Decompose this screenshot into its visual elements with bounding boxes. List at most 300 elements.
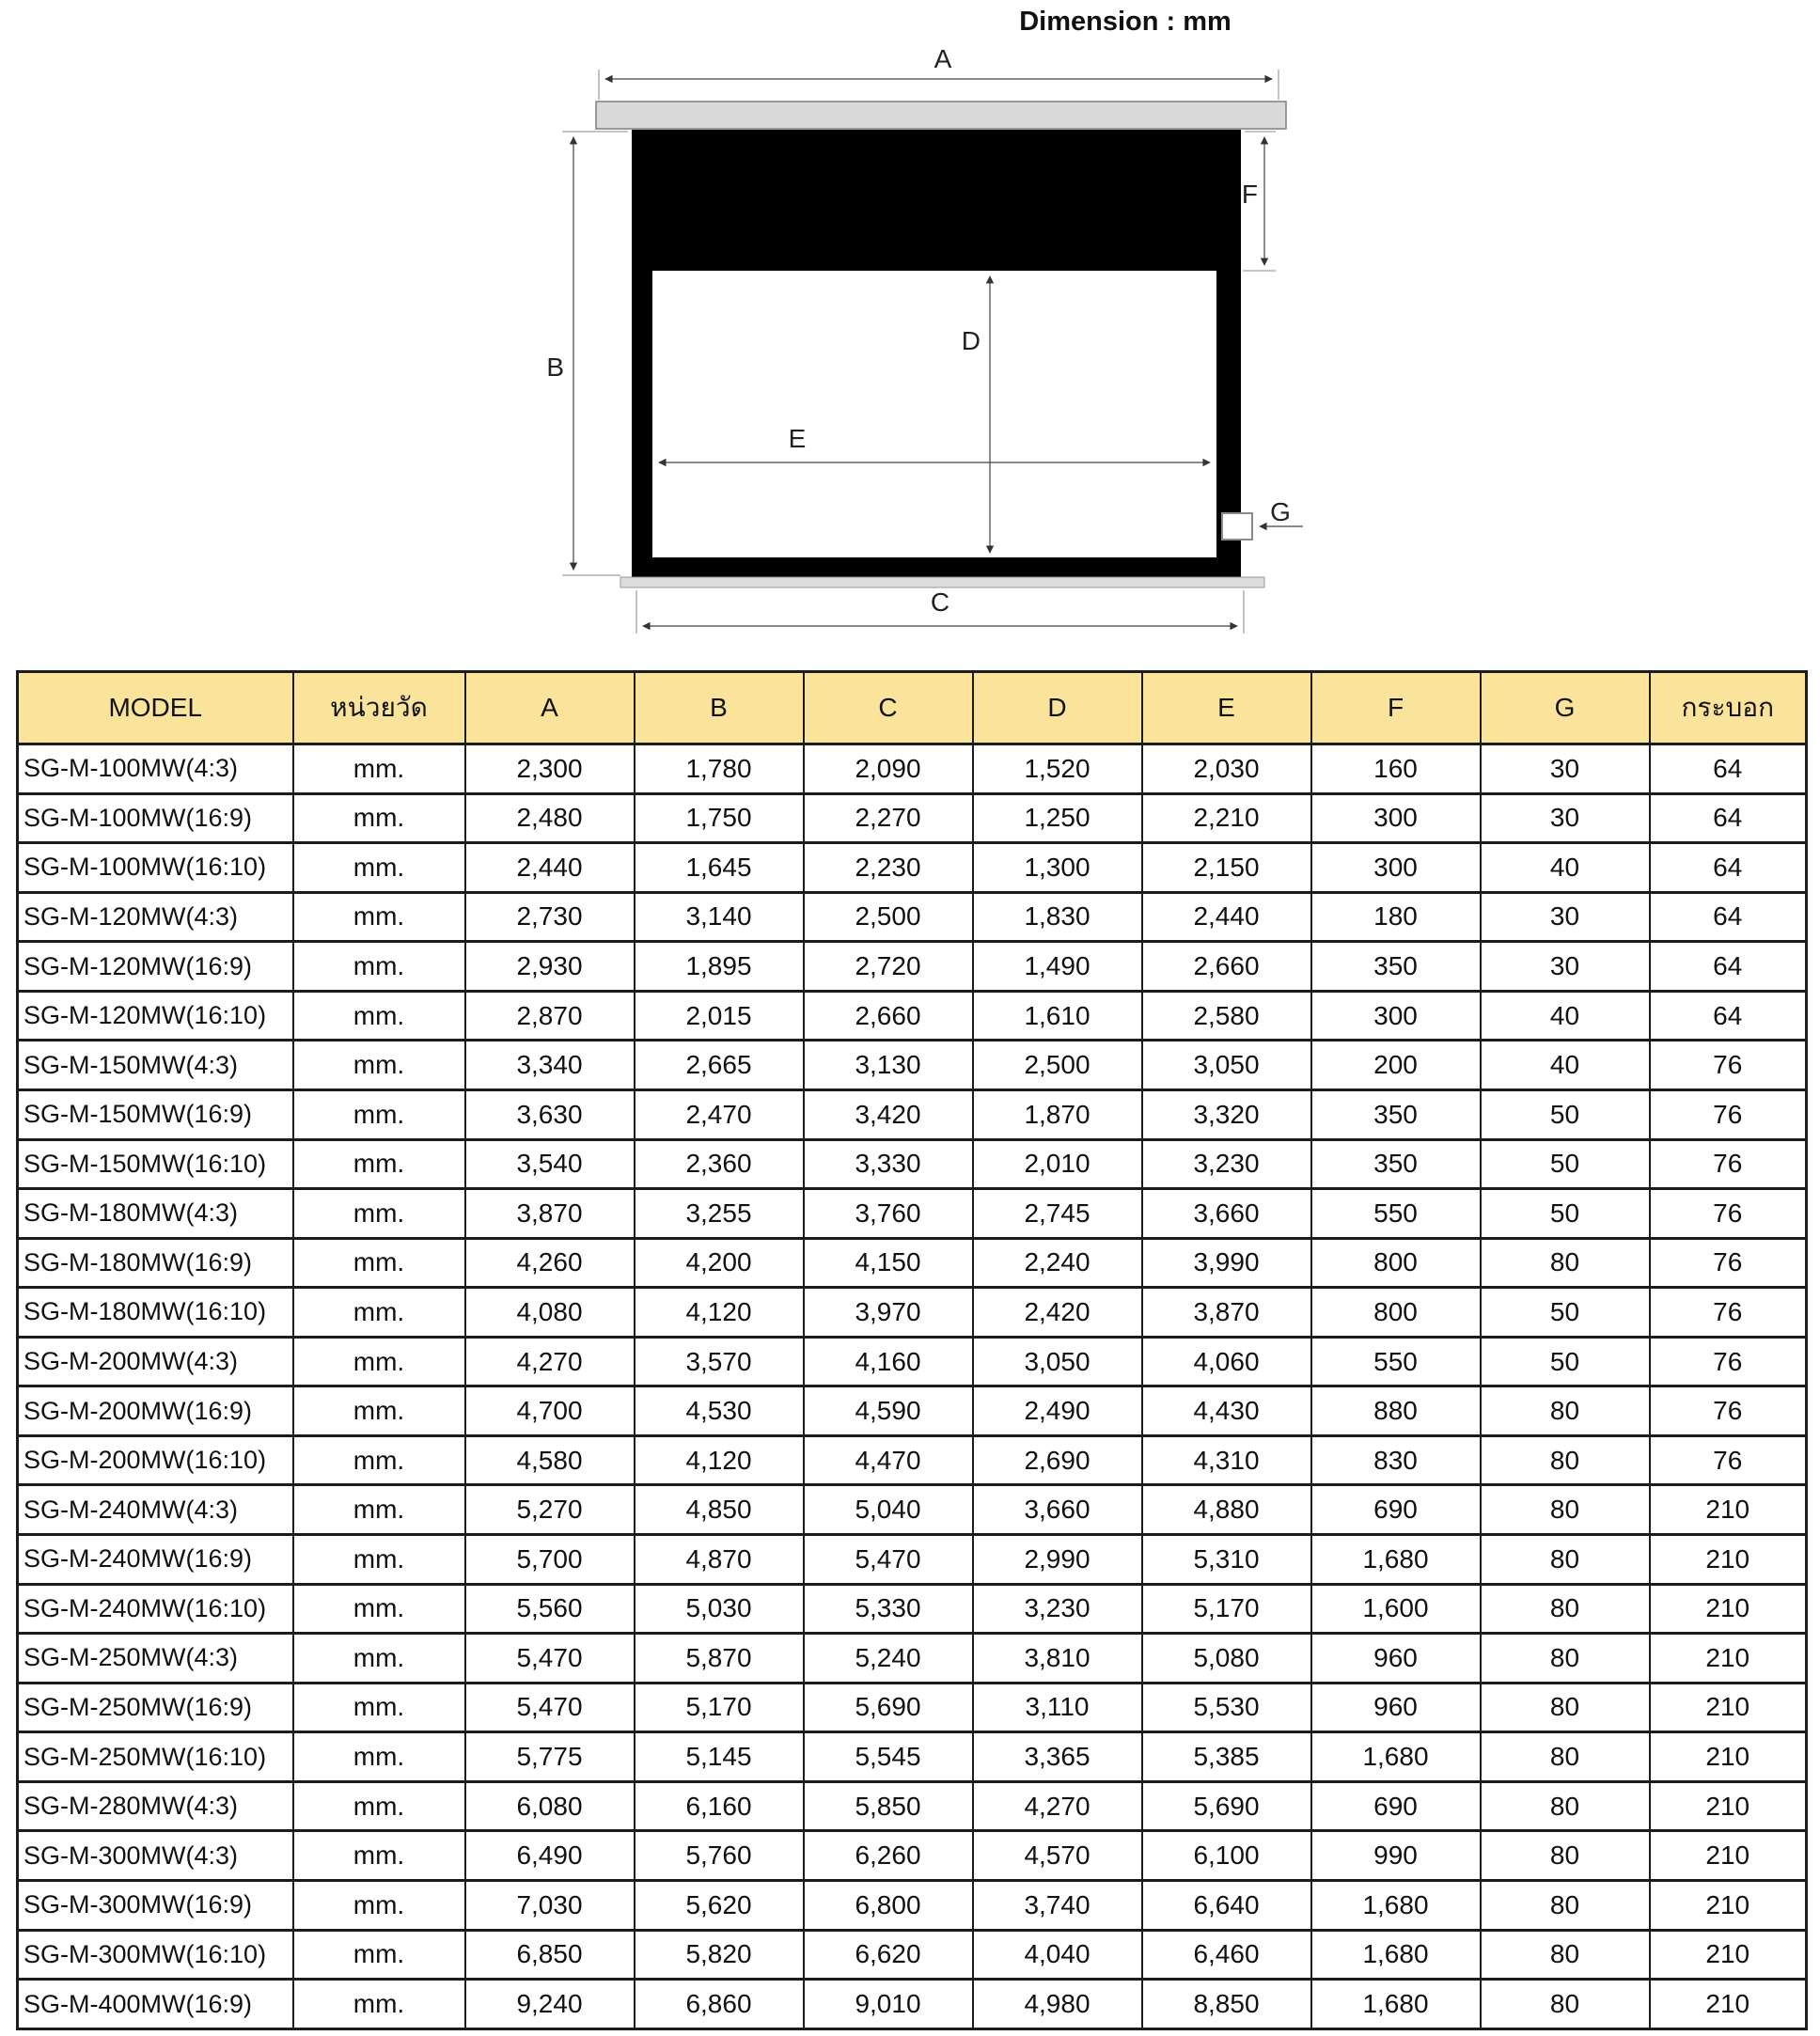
value-cell: 6,260 [804, 1831, 973, 1881]
value-cell: 4,530 [635, 1386, 804, 1436]
value-cell: 4,850 [635, 1485, 804, 1535]
table-row [18, 843, 1807, 893]
value-cell: 5,170 [635, 1683, 804, 1732]
value-cell: 80 [1481, 1238, 1650, 1288]
dim-b-label: B [546, 352, 564, 382]
value-cell: 80 [1481, 1683, 1650, 1732]
model-cell: SG-M-240MW(16:10) [18, 1584, 293, 1634]
value-cell: 5,620 [635, 1880, 804, 1930]
value-cell: mm. [293, 1189, 465, 1239]
model-cell: SG-M-100MW(4:3) [18, 744, 293, 794]
value-cell: mm. [293, 1930, 465, 1980]
value-cell: 30 [1481, 744, 1650, 794]
value-cell: 550 [1311, 1189, 1481, 1239]
value-cell: 3,760 [804, 1189, 973, 1239]
value-cell: 50 [1481, 1288, 1650, 1338]
value-cell: mm. [293, 843, 465, 893]
header-cell-4: C [804, 672, 973, 744]
value-cell: 5,170 [1142, 1584, 1311, 1634]
value-cell: 2,745 [973, 1189, 1142, 1239]
model-cell: SG-M-120MW(16:9) [18, 942, 293, 992]
value-cell: mm. [293, 1288, 465, 1338]
dimension-unit-label: Dimension : mm [1019, 7, 1232, 37]
value-cell: mm. [293, 1732, 465, 1782]
value-cell: 76 [1650, 1435, 1807, 1485]
value-cell: mm. [293, 991, 465, 1041]
value-cell: 76 [1650, 1337, 1807, 1386]
header-cell-7: F [1311, 672, 1481, 744]
value-cell: 4,060 [1142, 1337, 1311, 1386]
value-cell: 1,680 [1311, 1732, 1481, 1782]
value-cell: 4,200 [635, 1238, 804, 1288]
model-cell: SG-M-300MW(16:10) [18, 1930, 293, 1980]
table-row [18, 892, 1807, 942]
value-cell: 2,665 [635, 1041, 804, 1090]
extension-lines-b [562, 132, 628, 575]
header-cell-9: กระบอก [1650, 672, 1807, 744]
value-cell: 3,870 [1142, 1288, 1311, 1338]
value-cell: 6,460 [1142, 1930, 1311, 1980]
model-cell: SG-M-180MW(4:3) [18, 1189, 293, 1239]
value-cell: 76 [1650, 1139, 1807, 1189]
table-row [18, 1880, 1807, 1930]
model-cell: SG-M-150MW(16:9) [18, 1089, 293, 1139]
value-cell: 5,030 [635, 1584, 804, 1634]
value-cell: 2,660 [804, 991, 973, 1041]
value-cell: 4,470 [804, 1435, 973, 1485]
value-cell: 4,980 [973, 1980, 1142, 2029]
value-cell: 4,310 [1142, 1435, 1311, 1485]
value-cell: mm. [293, 1781, 465, 1831]
table-row [18, 1930, 1807, 1980]
value-cell: 2,490 [973, 1386, 1142, 1436]
value-cell: 7,030 [465, 1880, 635, 1930]
value-cell: mm. [293, 1089, 465, 1139]
value-cell: 960 [1311, 1683, 1481, 1732]
table-row [18, 1139, 1807, 1189]
value-cell: 800 [1311, 1288, 1481, 1338]
table-header-row [18, 672, 1807, 744]
table-row [18, 1089, 1807, 1139]
value-cell: 2,015 [635, 991, 804, 1041]
value-cell: 64 [1650, 892, 1807, 942]
value-cell: 76 [1650, 1089, 1807, 1139]
value-cell: 76 [1650, 1041, 1807, 1090]
value-cell: 80 [1481, 1930, 1650, 1980]
table-row [18, 1980, 1807, 2029]
value-cell: 76 [1650, 1238, 1807, 1288]
value-cell: 64 [1650, 942, 1807, 992]
value-cell: 3,340 [465, 1041, 635, 1090]
value-cell: 76 [1650, 1386, 1807, 1436]
header-cell-5: D [973, 672, 1142, 744]
value-cell: 4,120 [635, 1288, 804, 1338]
value-cell: 2,360 [635, 1139, 804, 1189]
value-cell: 5,760 [635, 1831, 804, 1881]
value-cell: 76 [1650, 1288, 1807, 1338]
value-cell: mm. [293, 793, 465, 843]
value-cell: 2,030 [1142, 744, 1311, 794]
value-cell: 4,160 [804, 1337, 973, 1386]
value-cell: 80 [1481, 1435, 1650, 1485]
value-cell: 80 [1481, 1535, 1650, 1585]
value-cell: 5,775 [465, 1732, 635, 1782]
value-cell: 1,895 [635, 942, 804, 992]
value-cell: 210 [1650, 1485, 1807, 1535]
value-cell: 210 [1650, 1683, 1807, 1732]
value-cell: 2,870 [465, 991, 635, 1041]
model-cell: SG-M-120MW(4:3) [18, 892, 293, 942]
value-cell: 6,800 [804, 1880, 973, 1930]
table-row [18, 1337, 1807, 1386]
header-cell-2: A [465, 672, 635, 744]
value-cell: 50 [1481, 1189, 1650, 1239]
screen-housing [596, 102, 1286, 129]
value-cell: 50 [1481, 1337, 1650, 1386]
value-cell: 6,860 [635, 1980, 804, 2029]
value-cell: 3,420 [804, 1089, 973, 1139]
value-cell: 3,810 [973, 1634, 1142, 1684]
value-cell: 64 [1650, 744, 1807, 794]
value-cell: 2,300 [465, 744, 635, 794]
value-cell: 6,490 [465, 1831, 635, 1881]
value-cell: mm. [293, 1535, 465, 1585]
value-cell: 180 [1311, 892, 1481, 942]
g-handle-box [1222, 513, 1252, 540]
dim-g-label: G [1270, 497, 1291, 526]
value-cell: 4,120 [635, 1435, 804, 1485]
value-cell: 3,870 [465, 1189, 635, 1239]
value-cell: mm. [293, 1041, 465, 1090]
bottom-weight-bar [620, 577, 1264, 587]
value-cell: 5,820 [635, 1930, 804, 1980]
value-cell: 5,690 [804, 1683, 973, 1732]
value-cell: 210 [1650, 1930, 1807, 1980]
value-cell: 350 [1311, 1139, 1481, 1189]
value-cell: 300 [1311, 843, 1481, 893]
table-row [18, 1634, 1807, 1684]
value-cell: 4,590 [804, 1386, 973, 1436]
value-cell: 5,560 [465, 1584, 635, 1634]
dim-f-label: F [1241, 180, 1258, 209]
value-cell: 6,100 [1142, 1831, 1311, 1881]
value-cell: 690 [1311, 1485, 1481, 1535]
table-row [18, 1732, 1807, 1782]
value-cell: 3,660 [973, 1485, 1142, 1535]
value-cell: 1,830 [973, 892, 1142, 942]
value-cell: 350 [1311, 942, 1481, 992]
value-cell: 80 [1481, 1634, 1650, 1684]
spec-table [16, 670, 1808, 2030]
dim-a-label: A [934, 44, 952, 73]
value-cell: 2,990 [973, 1535, 1142, 1585]
model-cell: SG-M-100MW(16:9) [18, 793, 293, 843]
value-cell: mm. [293, 1485, 465, 1535]
value-cell: 2,500 [804, 892, 973, 942]
screen-dimension-diagram [0, 0, 1820, 658]
value-cell: mm. [293, 892, 465, 942]
value-cell: 210 [1650, 1831, 1807, 1881]
value-cell: 3,255 [635, 1189, 804, 1239]
value-cell: 4,430 [1142, 1386, 1311, 1436]
value-cell: 2,090 [804, 744, 973, 794]
model-cell: SG-M-150MW(16:10) [18, 1139, 293, 1189]
value-cell: 40 [1481, 843, 1650, 893]
value-cell: 80 [1481, 1485, 1650, 1535]
value-cell: 3,970 [804, 1288, 973, 1338]
table-row [18, 1683, 1807, 1732]
table-row [18, 793, 1807, 843]
table-row [18, 744, 1807, 794]
header-cell-6: E [1142, 672, 1311, 744]
model-cell: SG-M-280MW(4:3) [18, 1781, 293, 1831]
value-cell: mm. [293, 1386, 465, 1436]
value-cell: 30 [1481, 942, 1650, 992]
value-cell: 5,870 [635, 1634, 804, 1684]
value-cell: 5,240 [804, 1634, 973, 1684]
value-cell: 80 [1481, 1980, 1650, 2029]
table-row [18, 1386, 1807, 1436]
value-cell: 210 [1650, 1535, 1807, 1585]
value-cell: 2,270 [804, 793, 973, 843]
table-row [18, 1485, 1807, 1535]
value-cell: 50 [1481, 1139, 1650, 1189]
value-cell: 3,660 [1142, 1189, 1311, 1239]
value-cell: 40 [1481, 1041, 1650, 1090]
value-cell: 3,365 [973, 1732, 1142, 1782]
value-cell: 4,270 [973, 1781, 1142, 1831]
value-cell: 5,145 [635, 1732, 804, 1782]
value-cell: 210 [1650, 1732, 1807, 1782]
model-cell: SG-M-150MW(4:3) [18, 1041, 293, 1090]
value-cell: 210 [1650, 1880, 1807, 1930]
value-cell: 960 [1311, 1634, 1481, 1684]
value-cell: 210 [1650, 1584, 1807, 1634]
value-cell: 2,440 [1142, 892, 1311, 942]
value-cell: 2,230 [804, 843, 973, 893]
header-cell-8: G [1481, 672, 1650, 744]
value-cell: 4,580 [465, 1435, 635, 1485]
value-cell: 5,470 [465, 1683, 635, 1732]
value-cell: 300 [1311, 793, 1481, 843]
value-cell: 3,570 [635, 1337, 804, 1386]
value-cell: 4,870 [635, 1535, 804, 1585]
value-cell: 4,040 [973, 1930, 1142, 1980]
value-cell: 5,470 [465, 1634, 635, 1684]
value-cell: 3,740 [973, 1880, 1142, 1930]
value-cell: mm. [293, 942, 465, 992]
screen-viewing-area [652, 271, 1216, 557]
value-cell: 5,310 [1142, 1535, 1311, 1585]
value-cell: 160 [1311, 744, 1481, 794]
value-cell: 4,700 [465, 1386, 635, 1436]
extension-lines-a [599, 70, 1279, 100]
value-cell: 3,050 [1142, 1041, 1311, 1090]
value-cell: 2,730 [465, 892, 635, 942]
value-cell: 350 [1311, 1089, 1481, 1139]
model-cell: SG-M-200MW(4:3) [18, 1337, 293, 1386]
model-cell: SG-M-200MW(16:10) [18, 1435, 293, 1485]
model-cell: SG-M-100MW(16:10) [18, 843, 293, 893]
value-cell: 5,330 [804, 1584, 973, 1634]
model-cell: SG-M-250MW(16:10) [18, 1732, 293, 1782]
value-cell: 76 [1650, 1189, 1807, 1239]
value-cell: 80 [1481, 1781, 1650, 1831]
model-cell: SG-M-240MW(4:3) [18, 1485, 293, 1535]
value-cell: 30 [1481, 892, 1650, 942]
value-cell: 300 [1311, 991, 1481, 1041]
model-cell: SG-M-300MW(4:3) [18, 1831, 293, 1881]
value-cell: mm. [293, 1139, 465, 1189]
value-cell: 5,080 [1142, 1634, 1311, 1684]
value-cell: 3,140 [635, 892, 804, 942]
value-cell: 2,660 [1142, 942, 1311, 992]
table-row [18, 1584, 1807, 1634]
value-cell: 64 [1650, 793, 1807, 843]
model-cell: SG-M-200MW(16:9) [18, 1386, 293, 1436]
value-cell: 3,630 [465, 1089, 635, 1139]
value-cell: 80 [1481, 1831, 1650, 1881]
value-cell: 80 [1481, 1732, 1650, 1782]
model-cell: SG-M-300MW(16:9) [18, 1880, 293, 1930]
table-row [18, 1535, 1807, 1585]
value-cell: 6,640 [1142, 1880, 1311, 1930]
value-cell: mm. [293, 1880, 465, 1930]
value-cell: 1,870 [973, 1089, 1142, 1139]
model-cell: SG-M-400MW(16:9) [18, 1980, 293, 2029]
value-cell: mm. [293, 1337, 465, 1386]
value-cell: 5,700 [465, 1535, 635, 1585]
value-cell: 5,270 [465, 1485, 635, 1535]
spec-table-body [18, 744, 1807, 2029]
value-cell: 2,210 [1142, 793, 1311, 843]
value-cell: 5,040 [804, 1485, 973, 1535]
table-row [18, 1288, 1807, 1338]
value-cell: 3,230 [1142, 1139, 1311, 1189]
value-cell: 9,240 [465, 1980, 635, 2029]
value-cell: mm. [293, 1831, 465, 1881]
header-cell-3: B [635, 672, 804, 744]
table-row [18, 1041, 1807, 1090]
value-cell: 2,930 [465, 942, 635, 992]
value-cell: 1,600 [1311, 1584, 1481, 1634]
value-cell: 5,545 [804, 1732, 973, 1782]
value-cell: 80 [1481, 1386, 1650, 1436]
value-cell: 4,570 [973, 1831, 1142, 1881]
value-cell: 550 [1311, 1337, 1481, 1386]
table-row [18, 1781, 1807, 1831]
value-cell: 4,080 [465, 1288, 635, 1338]
value-cell: 2,240 [973, 1238, 1142, 1288]
dim-d-label: D [961, 326, 981, 355]
value-cell: 4,270 [465, 1337, 635, 1386]
value-cell: 5,690 [1142, 1781, 1311, 1831]
value-cell: 3,110 [973, 1683, 1142, 1732]
value-cell: mm. [293, 1238, 465, 1288]
value-cell: 2,690 [973, 1435, 1142, 1485]
value-cell: 1,250 [973, 793, 1142, 843]
value-cell: 2,470 [635, 1089, 804, 1139]
value-cell: 880 [1311, 1386, 1481, 1436]
value-cell: 5,470 [804, 1535, 973, 1585]
value-cell: 5,385 [1142, 1732, 1311, 1782]
value-cell: 1,680 [1311, 1930, 1481, 1980]
value-cell: 4,150 [804, 1238, 973, 1288]
value-cell: mm. [293, 1980, 465, 2029]
value-cell: 1,490 [973, 942, 1142, 992]
table-row [18, 991, 1807, 1041]
value-cell: mm. [293, 1584, 465, 1634]
value-cell: 80 [1481, 1584, 1650, 1634]
value-cell: mm. [293, 1683, 465, 1732]
value-cell: 2,720 [804, 942, 973, 992]
value-cell: 6,080 [465, 1781, 635, 1831]
value-cell: 6,850 [465, 1930, 635, 1980]
value-cell: 210 [1650, 1634, 1807, 1684]
value-cell: 1,680 [1311, 1535, 1481, 1585]
value-cell: 3,990 [1142, 1238, 1311, 1288]
value-cell: 690 [1311, 1781, 1481, 1831]
table-row [18, 1831, 1807, 1881]
value-cell: 40 [1481, 991, 1650, 1041]
model-cell: SG-M-180MW(16:10) [18, 1288, 293, 1338]
value-cell: 1,610 [973, 991, 1142, 1041]
value-cell: 5,530 [1142, 1683, 1311, 1732]
value-cell: mm. [293, 1634, 465, 1684]
value-cell: 3,330 [804, 1139, 973, 1189]
value-cell: 30 [1481, 793, 1650, 843]
value-cell: 1,520 [973, 744, 1142, 794]
model-cell: SG-M-250MW(16:9) [18, 1683, 293, 1732]
value-cell: 64 [1650, 843, 1807, 893]
value-cell: 8,850 [1142, 1980, 1311, 2029]
value-cell: 210 [1650, 1781, 1807, 1831]
dim-c-label: C [930, 587, 950, 617]
table-row [18, 1435, 1807, 1485]
value-cell: 1,680 [1311, 1880, 1481, 1930]
value-cell: 1,680 [1311, 1980, 1481, 2029]
value-cell: 2,420 [973, 1288, 1142, 1338]
value-cell: 2,440 [465, 843, 635, 893]
value-cell: 2,150 [1142, 843, 1311, 893]
value-cell: 3,050 [973, 1337, 1142, 1386]
value-cell: 3,540 [465, 1139, 635, 1189]
value-cell: 4,260 [465, 1238, 635, 1288]
model-cell: SG-M-250MW(4:3) [18, 1634, 293, 1684]
value-cell: 3,230 [973, 1584, 1142, 1634]
value-cell: 80 [1481, 1880, 1650, 1930]
model-cell: SG-M-180MW(16:9) [18, 1238, 293, 1288]
value-cell: 64 [1650, 991, 1807, 1041]
value-cell: 1,780 [635, 744, 804, 794]
value-cell: 1,645 [635, 843, 804, 893]
value-cell: 3,130 [804, 1041, 973, 1090]
value-cell: 9,010 [804, 1980, 973, 2029]
value-cell: 2,580 [1142, 991, 1311, 1041]
header-cell-1: หน่วยวัด [293, 672, 465, 744]
value-cell: 1,300 [973, 843, 1142, 893]
table-row [18, 942, 1807, 992]
dim-e-label: E [788, 424, 807, 453]
value-cell: 800 [1311, 1238, 1481, 1288]
value-cell: 1,750 [635, 793, 804, 843]
value-cell: mm. [293, 744, 465, 794]
value-cell: 6,160 [635, 1781, 804, 1831]
table-row [18, 1238, 1807, 1288]
value-cell: 4,880 [1142, 1485, 1311, 1535]
value-cell: 2,010 [973, 1139, 1142, 1189]
value-cell: 3,320 [1142, 1089, 1311, 1139]
